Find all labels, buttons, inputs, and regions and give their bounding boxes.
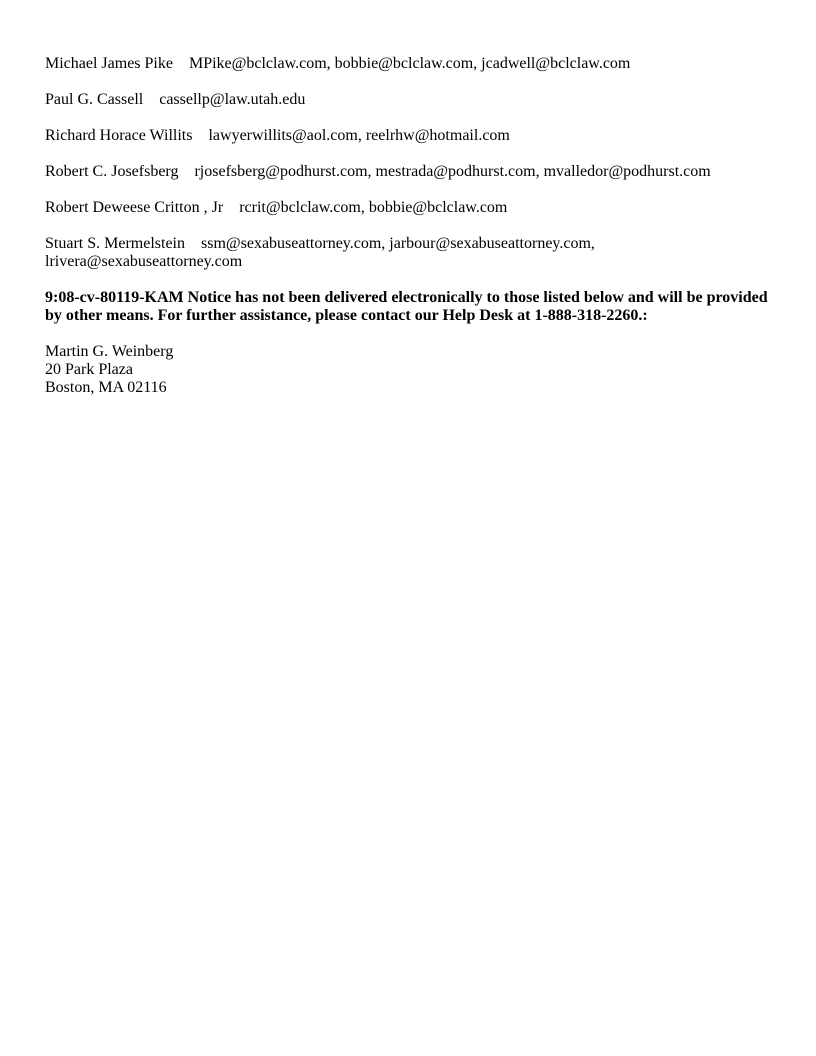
recipient-name: Stuart S. Mermelstein — [45, 235, 185, 252]
mail-recipient-name: Martin G. Weinberg — [45, 343, 174, 360]
recipient-emails: ssm@sexabuseattorney.com, jarbour@sexabuseattorney.com, lrivera@sexabuseattorney.com — [45, 235, 595, 270]
notice-page — [45, 55, 775, 397]
recipient-emails: cassellp@law.utah.edu — [159, 91, 306, 108]
recipient-name: Michael James Pike — [45, 55, 173, 72]
recipient-name: Richard Horace Willits — [45, 127, 193, 144]
recipient-entry — [45, 199, 775, 217]
mail-recipient-street: 20 Park Plaza — [45, 361, 133, 378]
recipient-emails: rcrit@bclclaw.com, bobbie@bclclaw.com — [239, 199, 508, 216]
recipient-entry — [45, 91, 775, 109]
recipient-name: Robert Deweese Critton , Jr — [45, 199, 224, 216]
delivery-notice: 9:08-cv-80119-KAM Notice has not been delivered electronically to those listed below and will be provided by other means. For further assistance, please contact our Help Desk at 1-888-318-2260.: — [45, 289, 768, 324]
recipient-entry — [45, 127, 775, 145]
recipient-entry — [45, 163, 775, 181]
recipient-emails: rjosefsberg@podhurst.com, mestrada@podhurst.com, mvalledor@podhurst.com — [194, 163, 711, 180]
recipient-entry — [45, 55, 775, 73]
recipient-emails: lawyerwillits@aol.com, reelrhw@hotmail.com — [208, 127, 510, 144]
recipient-entry — [45, 235, 775, 271]
mail-recipient-address — [45, 343, 775, 397]
mail-recipient-city: Boston, MA 02116 — [45, 379, 167, 396]
recipient-name: Robert C. Josefsberg — [45, 163, 179, 180]
recipient-emails: MPike@bclclaw.com, bobbie@bclclaw.com, jcadwell@bclclaw.com — [188, 55, 631, 72]
recipient-name: Paul G. Cassell — [45, 91, 144, 108]
